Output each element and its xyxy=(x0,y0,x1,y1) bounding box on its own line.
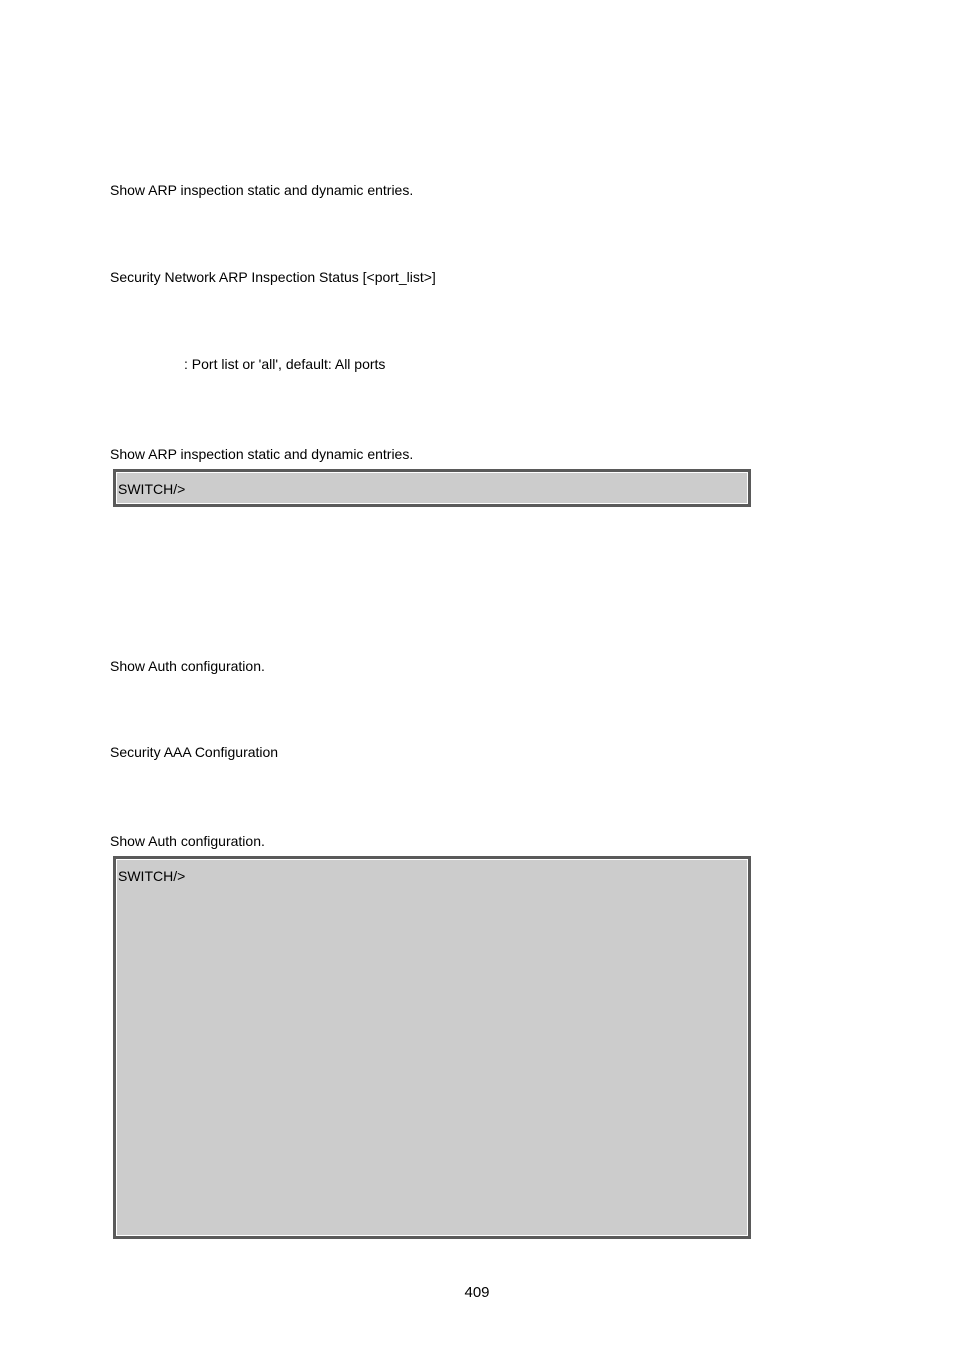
arp-default: Show ARP inspection static and dynamic entries. xyxy=(110,446,414,462)
auth-description: Show Auth configuration. xyxy=(110,658,265,674)
auth-example-prompt: SWITCH/> xyxy=(118,868,186,884)
arp-syntax: Security Network ARP Inspection Status [<port_list>] xyxy=(110,269,436,285)
auth-example-terminal xyxy=(113,856,751,1239)
auth-default: Show Auth configuration. xyxy=(110,833,265,849)
arp-example-prompt: SWITCH/> xyxy=(118,481,186,497)
page-number: 409 xyxy=(464,1284,490,1301)
arp-example-terminal xyxy=(113,469,751,507)
arp-description: Show ARP inspection static and dynamic entries. xyxy=(110,182,414,198)
auth-syntax: Security AAA Configuration xyxy=(110,744,279,760)
arp-parameter-port-list: : Port list or 'all', default: All ports xyxy=(184,356,386,372)
